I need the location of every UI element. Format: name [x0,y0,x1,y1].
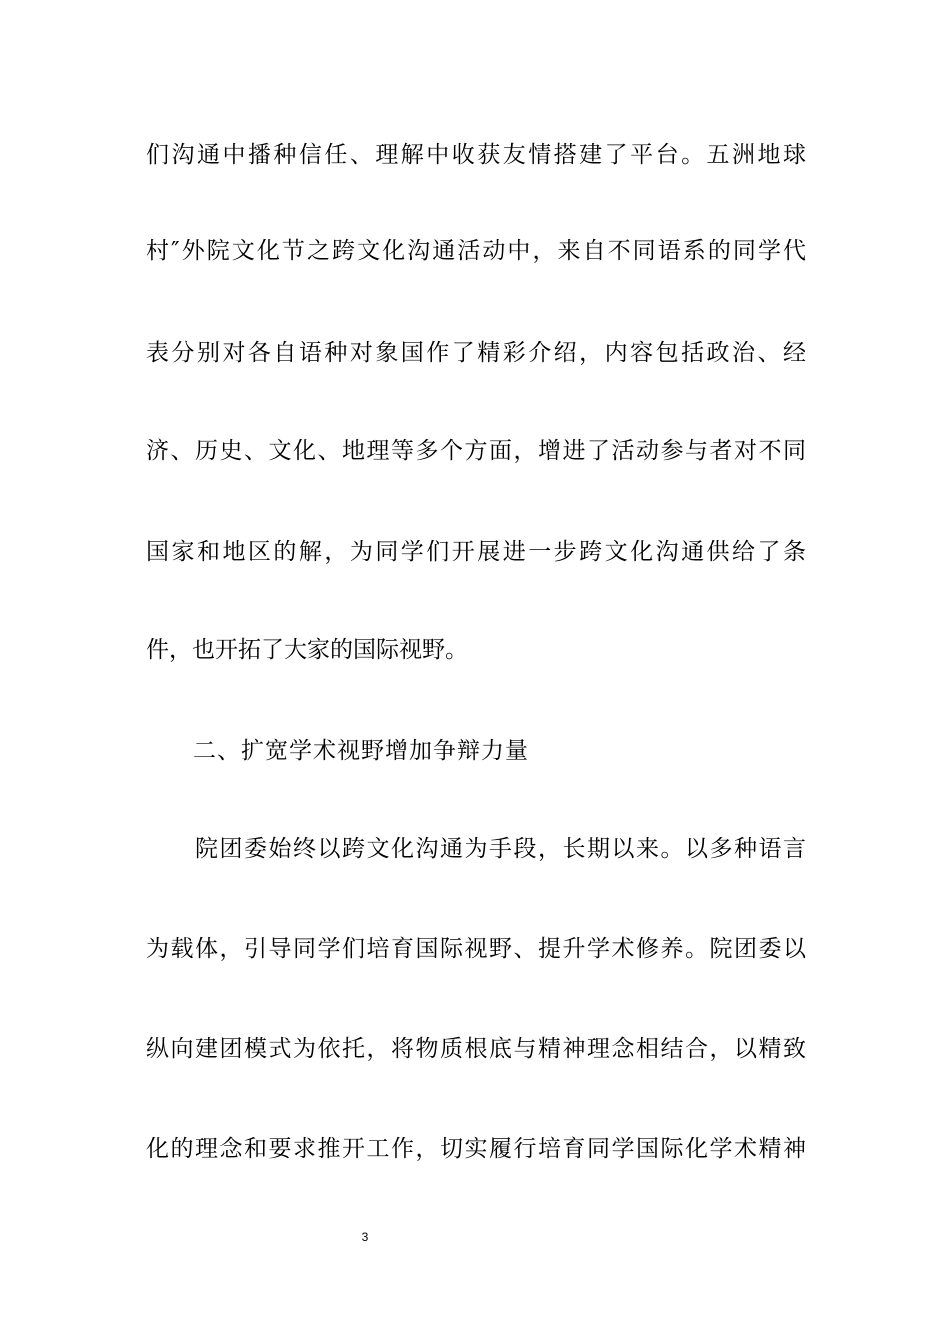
section-heading: 二、扩宽学术视野增加争辩力量 [193,738,529,764]
body-text-line: 化的理念和要求推开工作，切实履行培育同学国际化学术精神 [146,1136,806,1162]
body-text-line: 国家和地区的解，为同学们开展进一步跨文化沟通供给了条 [146,539,806,565]
body-text-line: 们沟通中播种信任、理解中收获友情搭建了平台。五洲地球 [146,142,806,168]
page-number: 3 [361,1230,369,1244]
body-text-line: 院团委始终以跨文化沟通为手段，长期以来。以多种语言 [195,836,806,862]
body-text-line: 表分别对各自语种对象国作了精彩介绍，内容包括政治、经 [146,340,806,366]
body-text-line: 纵向建团模式为依托，将物质根底与精神理念相结合，以精致 [146,1036,806,1062]
body-text-line: 济、历史、文化、地理等多个方面，增进了活动参与者对不同 [146,438,806,464]
body-text-line: 为载体，引导同学们培育国际视野、提升学术修养。院团委以 [146,936,806,962]
body-text-line: 件，也开拓了大家的国际视野。 [146,637,468,663]
body-text-line: 村″外院文化节之跨文化沟通活动中，来自不同语系的同学代 [146,238,806,264]
